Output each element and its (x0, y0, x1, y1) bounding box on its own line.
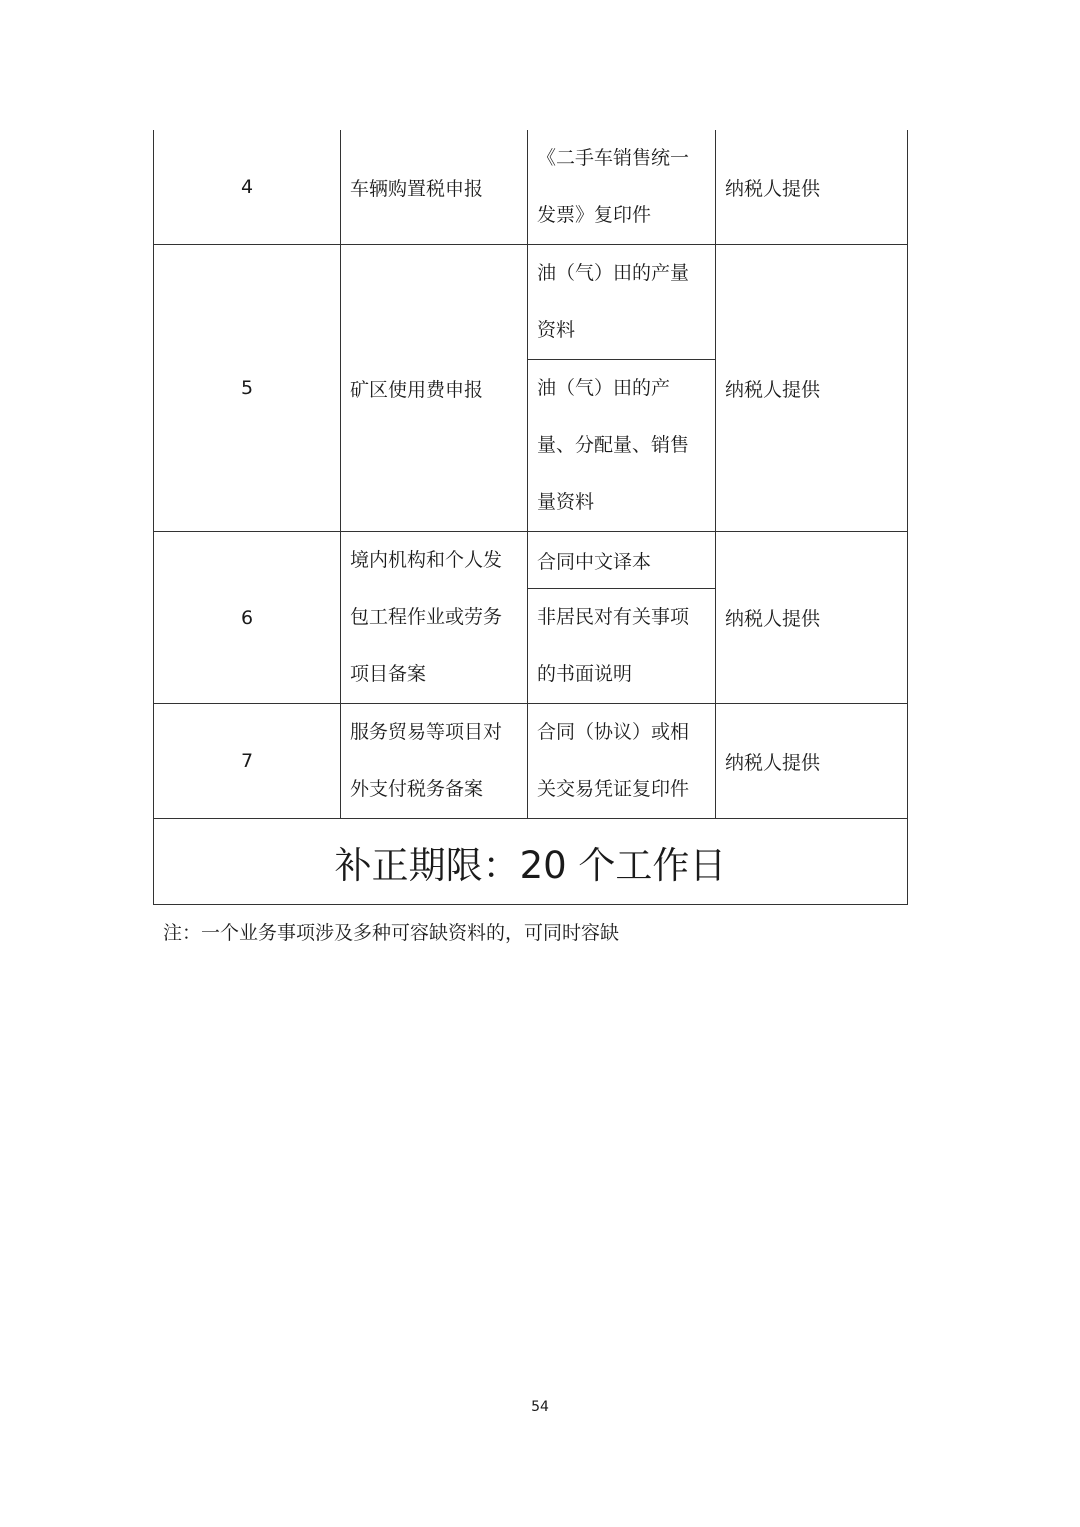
deadline-text: 补正期限：20 个工作日 (154, 819, 908, 905)
provider-cell: 纳税人提供 (716, 245, 908, 532)
provider-cell: 纳税人提供 (716, 704, 908, 819)
row-number: 6 (154, 532, 341, 704)
table-row (154, 532, 908, 589)
provider-cell: 纳税人提供 (716, 532, 908, 704)
item-name: 服务贸易等项目对外支付税务备案 (341, 704, 528, 819)
item-name: 车辆购置税申报 (341, 130, 528, 245)
page-number: 54 (531, 1399, 549, 1415)
table-row (154, 704, 908, 819)
provider-cell: 纳税人提供 (716, 130, 908, 245)
material-cell: 油（气）田的产量、分配量、销售量资料 (528, 360, 716, 532)
table-row (154, 130, 908, 245)
row-number: 5 (154, 245, 341, 532)
material-cell: 非居民对有关事项的书面说明 (528, 589, 716, 704)
footnote: 注：一个业务事项涉及多种可容缺资料的，可同时容缺 (163, 922, 620, 944)
material-cell: 合同中文译本 (528, 532, 716, 589)
material-cell: 《二手车销售统一发票》复印件 (528, 130, 716, 245)
item-name: 矿区使用费申报 (341, 245, 528, 532)
row-number: 7 (154, 704, 341, 819)
material-cell: 合同（协议）或相关交易凭证复印件 (528, 704, 716, 819)
item-name: 境内机构和个人发包工程作业或劳务项目备案 (341, 532, 528, 704)
deadline-row (154, 819, 908, 905)
material-cell: 油（气）田的产量资料 (528, 245, 716, 360)
materials-table-container (153, 130, 907, 905)
table-row (154, 245, 908, 360)
row-number: 4 (154, 130, 341, 245)
materials-table (153, 130, 908, 905)
